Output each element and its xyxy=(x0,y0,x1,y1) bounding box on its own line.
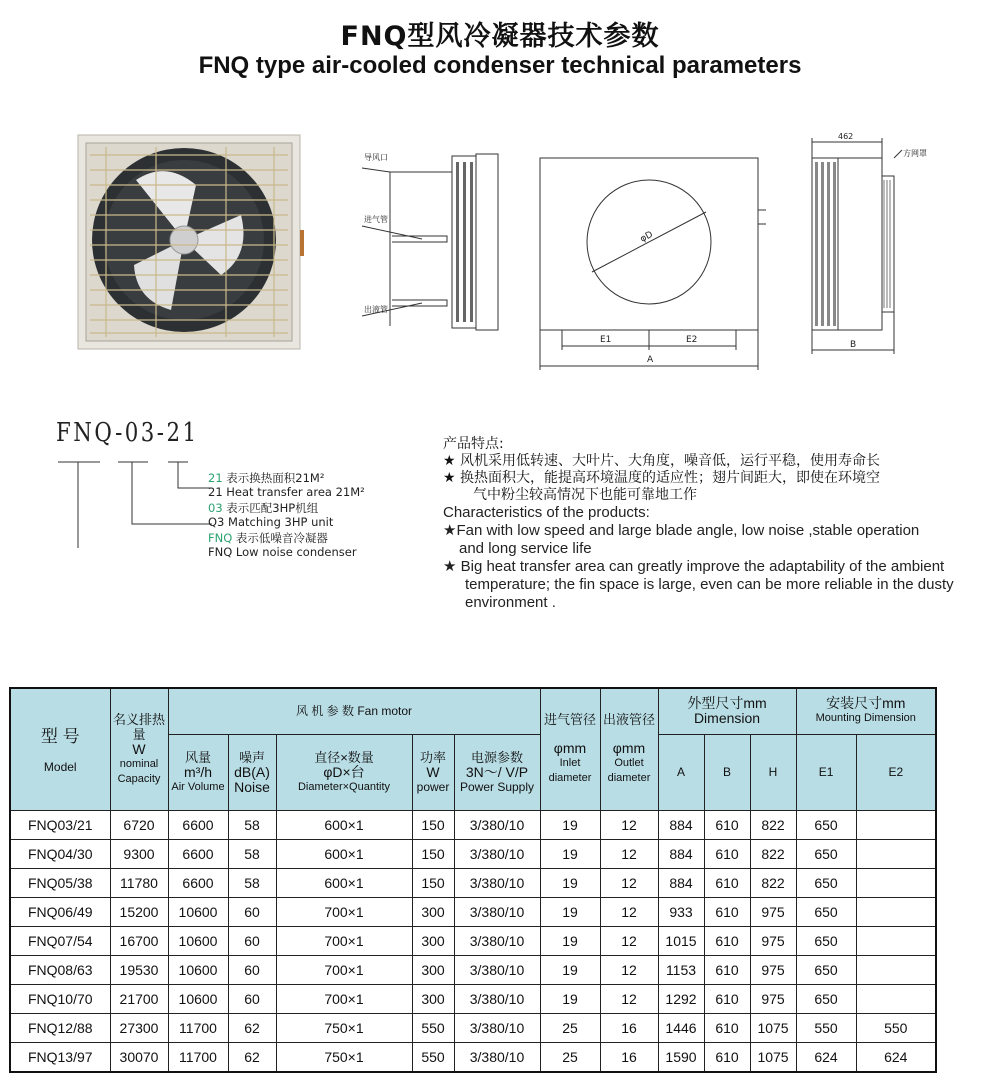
table-cell: 10600 xyxy=(168,897,228,926)
table-cell: 27300 xyxy=(110,1013,168,1042)
table-cell xyxy=(856,897,936,926)
table-cell: 150 xyxy=(412,839,454,868)
table-cell: FNQ06/49 xyxy=(10,897,110,926)
table-cell: FNQ10/70 xyxy=(10,984,110,1013)
table-cell xyxy=(856,984,936,1013)
table-cell: 60 xyxy=(228,897,276,926)
table-row xyxy=(10,810,936,839)
table-cell: 10600 xyxy=(168,926,228,955)
table-cell: 600×1 xyxy=(276,868,412,897)
header-inlet: 进气管径 φmm Inlet diameter xyxy=(540,688,600,810)
table-cell xyxy=(856,868,936,897)
label-b: B xyxy=(850,340,857,350)
table-cell: 12 xyxy=(600,955,658,984)
features-en-2b: temperature; the fin space is large, even can be more reliable in the dusty xyxy=(465,576,954,593)
header-noise: 噪声 dB(A) Noise xyxy=(228,734,276,810)
table-cell: 3/380/10 xyxy=(454,955,540,984)
table-cell: 10600 xyxy=(168,984,228,1013)
table-cell: 300 xyxy=(412,984,454,1013)
table-cell: 9300 xyxy=(110,839,168,868)
table-cell: 16 xyxy=(600,1013,658,1042)
table-cell: 25 xyxy=(540,1042,600,1072)
table-cell: 884 xyxy=(658,868,704,897)
label-air-outlet: 导风口 xyxy=(364,153,388,162)
table-cell: 975 xyxy=(750,926,796,955)
table-cell: 975 xyxy=(750,897,796,926)
header-mounting: 安装尺寸mm Mounting Dimension xyxy=(796,688,936,734)
table-cell xyxy=(856,810,936,839)
header-supply: 电源参数 3N～/ V/P Power Supply xyxy=(454,734,540,810)
table-cell: 25 xyxy=(540,1013,600,1042)
label-outlet-pipe: 出液管 xyxy=(364,305,388,314)
table-cell: 19 xyxy=(540,955,600,984)
label-e2: E2 xyxy=(686,335,698,345)
table-cell: 3/380/10 xyxy=(454,897,540,926)
table-row xyxy=(10,868,936,897)
table-cell: 6720 xyxy=(110,810,168,839)
table-cell: FNQ08/63 xyxy=(10,955,110,984)
table-cell: 610 xyxy=(704,1042,750,1072)
table-cell: 12 xyxy=(600,839,658,868)
table-cell: 12 xyxy=(600,984,658,1013)
table-cell: 11700 xyxy=(168,1042,228,1072)
condenser-photo xyxy=(76,125,304,357)
features-cn-2b: 气中粉尘较高情况下也能可靠地工作 xyxy=(473,487,697,503)
table-cell: 750×1 xyxy=(276,1042,412,1072)
code-line-21-cn: 21 表示换热面积21M² xyxy=(208,471,325,485)
table-cell: 58 xyxy=(228,839,276,868)
table-cell: 700×1 xyxy=(276,926,412,955)
table-cell: 1590 xyxy=(658,1042,704,1072)
table-cell: 19 xyxy=(540,984,600,1013)
table-cell: 58 xyxy=(228,810,276,839)
table-cell: 150 xyxy=(412,810,454,839)
header-b: B xyxy=(704,734,750,810)
table-cell: 822 xyxy=(750,810,796,839)
table-row xyxy=(10,955,936,984)
table-cell: 933 xyxy=(658,897,704,926)
table-cell: 700×1 xyxy=(276,984,412,1013)
code-line-21-en: 21 Heat transfer area 21M² xyxy=(208,485,365,499)
header-e2: E2 xyxy=(856,734,936,810)
table-cell: 610 xyxy=(704,1013,750,1042)
features-en-title: Characteristics of the products: xyxy=(443,504,650,521)
table-cell: 6600 xyxy=(168,868,228,897)
label-a: A xyxy=(647,355,654,365)
table-cell: 610 xyxy=(704,984,750,1013)
features-en-2: ★ Big heat transfer area can greatly improve the adaptability of the ambient xyxy=(443,558,945,575)
code-line-03-en: Q3 Matching 3HP unit xyxy=(208,515,334,529)
table-cell: 624 xyxy=(796,1042,856,1072)
table-cell: 650 xyxy=(796,810,856,839)
table-cell: 822 xyxy=(750,868,796,897)
table-cell: 150 xyxy=(412,868,454,897)
table-cell: 3/380/10 xyxy=(454,839,540,868)
table-cell: 700×1 xyxy=(276,897,412,926)
table-cell: 16 xyxy=(600,1042,658,1072)
table-cell: 6600 xyxy=(168,839,228,868)
table-cell: 15200 xyxy=(110,897,168,926)
table-cell: 884 xyxy=(658,839,704,868)
table-cell: 650 xyxy=(796,926,856,955)
table-cell: 300 xyxy=(412,955,454,984)
table-cell: FNQ04/30 xyxy=(10,839,110,868)
table-cell: 300 xyxy=(412,897,454,926)
table-cell: 19 xyxy=(540,839,600,868)
table-cell: 975 xyxy=(750,984,796,1013)
table-cell: FNQ13/97 xyxy=(10,1042,110,1072)
table-cell xyxy=(856,955,936,984)
header-air-volume: 风量 m³/h Air Volume xyxy=(168,734,228,810)
table-cell: 650 xyxy=(796,984,856,1013)
header-dimension: 外型尺寸mm Dimension xyxy=(658,688,796,734)
table-row xyxy=(10,897,936,926)
header-power: 功率 W power xyxy=(412,734,454,810)
table-cell: 884 xyxy=(658,810,704,839)
table-cell: 30070 xyxy=(110,1042,168,1072)
table-cell: 3/380/10 xyxy=(454,1013,540,1042)
features-cn-1: ★ 风机采用低转速、大叶片、大角度，噪音低，运行平稳，使用寿命长 xyxy=(443,453,880,469)
code-line-03-cn: 03 表示匹配3HP机组 xyxy=(208,501,319,515)
header-outlet: 出液管径 φmm Outlet diameter xyxy=(600,688,658,810)
table-cell: 650 xyxy=(796,839,856,868)
label-462: 462 xyxy=(838,132,854,141)
table-cell: 16700 xyxy=(110,926,168,955)
table-cell: 1075 xyxy=(750,1042,796,1072)
table-cell: 610 xyxy=(704,897,750,926)
table-cell: FNQ03/21 xyxy=(10,810,110,839)
table-cell: 1075 xyxy=(750,1013,796,1042)
table-cell: 3/380/10 xyxy=(454,984,540,1013)
table-cell: 650 xyxy=(796,955,856,984)
product-features xyxy=(443,436,993,612)
spec-table xyxy=(9,687,937,1073)
table-cell: 822 xyxy=(750,839,796,868)
table-cell: 19 xyxy=(540,810,600,839)
table-cell: 610 xyxy=(704,955,750,984)
table-cell: 610 xyxy=(704,839,750,868)
table-cell: 1015 xyxy=(658,926,704,955)
table-cell: 60 xyxy=(228,955,276,984)
table-cell xyxy=(856,926,936,955)
table-cell: 60 xyxy=(228,984,276,1013)
front-view-drawing xyxy=(530,150,785,375)
table-cell: 550 xyxy=(412,1042,454,1072)
side-profile-drawing xyxy=(352,140,502,365)
table-cell: 12 xyxy=(600,868,658,897)
table-row xyxy=(10,984,936,1013)
table-cell: 624 xyxy=(856,1042,936,1072)
table-cell: 3/380/10 xyxy=(454,1042,540,1072)
table-cell: 600×1 xyxy=(276,839,412,868)
side-view-drawing xyxy=(800,128,940,358)
model-code: FNQ-03-21 xyxy=(56,418,199,448)
table-cell: 19 xyxy=(540,926,600,955)
header-diameter: 直径×数量 φD×台 Diameter×Quantity xyxy=(276,734,412,810)
label-net-cover: 方网罩 xyxy=(903,149,927,158)
table-cell: 1446 xyxy=(658,1013,704,1042)
table-cell: 62 xyxy=(228,1042,276,1072)
header-e1: E1 xyxy=(796,734,856,810)
features-en-2c: environment . xyxy=(465,594,556,611)
table-cell xyxy=(856,839,936,868)
table-cell: 3/380/10 xyxy=(454,810,540,839)
model-code-leader-lines xyxy=(52,458,222,548)
table-cell: 550 xyxy=(796,1013,856,1042)
label-e1: E1 xyxy=(600,335,612,345)
table-cell: 12 xyxy=(600,810,658,839)
table-cell: 10600 xyxy=(168,955,228,984)
table-cell: 60 xyxy=(228,926,276,955)
table-cell: 750×1 xyxy=(276,1013,412,1042)
header-model: 型 号 Model xyxy=(10,688,110,810)
header-capacity: 名义排热量 W nominal Capacity xyxy=(110,688,168,810)
table-cell: 1292 xyxy=(658,984,704,1013)
table-cell: 19 xyxy=(540,868,600,897)
table-cell: 3/380/10 xyxy=(454,868,540,897)
features-en-1b: and long service life xyxy=(459,540,592,557)
table-cell: 300 xyxy=(412,926,454,955)
title-chinese: FNQ型风冷凝器技术参数 xyxy=(340,21,660,52)
table-cell: 21700 xyxy=(110,984,168,1013)
table-cell: 12 xyxy=(600,926,658,955)
label-diameter: φD xyxy=(638,229,655,245)
code-line-fnq-cn: FNQ 表示低噪音冷凝器 xyxy=(208,531,328,545)
table-cell: 11780 xyxy=(110,868,168,897)
table-cell: 975 xyxy=(750,955,796,984)
table-row xyxy=(10,1042,936,1072)
header-a: A xyxy=(658,734,704,810)
header-fan-motor: 风 机 参 数 Fan motor xyxy=(168,688,540,734)
spec-table-body xyxy=(10,810,936,1072)
table-cell: 600×1 xyxy=(276,810,412,839)
table-cell: 58 xyxy=(228,868,276,897)
model-code-legend xyxy=(52,418,432,568)
table-cell: FNQ05/38 xyxy=(10,868,110,897)
table-row xyxy=(10,1013,936,1042)
table-cell: 550 xyxy=(412,1013,454,1042)
table-cell: 610 xyxy=(704,810,750,839)
features-cn-title: 产品特点: xyxy=(443,436,504,452)
table-cell: 12 xyxy=(600,897,658,926)
table-cell: 6600 xyxy=(168,810,228,839)
table-cell: 62 xyxy=(228,1013,276,1042)
table-cell: 650 xyxy=(796,897,856,926)
table-cell: FNQ12/88 xyxy=(10,1013,110,1042)
table-row xyxy=(10,839,936,868)
table-cell: 610 xyxy=(704,868,750,897)
table-cell: 19 xyxy=(540,897,600,926)
header-h: H xyxy=(750,734,796,810)
table-cell: 3/380/10 xyxy=(454,926,540,955)
table-row xyxy=(10,926,936,955)
table-cell: 19530 xyxy=(110,955,168,984)
title-english: FNQ type air-cooled condenser technical parameters xyxy=(198,52,802,79)
table-cell: 700×1 xyxy=(276,955,412,984)
table-cell: 1153 xyxy=(658,955,704,984)
table-cell: 650 xyxy=(796,868,856,897)
table-cell: 550 xyxy=(856,1013,936,1042)
table-cell: 11700 xyxy=(168,1013,228,1042)
features-en-1: ★Fan with low speed and large blade angle, low noise ,stable operation xyxy=(443,522,920,539)
table-cell: 610 xyxy=(704,926,750,955)
code-line-fnq-en: FNQ Low noise condenser xyxy=(208,545,357,559)
table-cell: FNQ07/54 xyxy=(10,926,110,955)
label-inlet-pipe: 进气管 xyxy=(364,215,388,224)
features-cn-2: ★ 换热面积大，能提高环境温度的适应性；翅片间距大，即使在环境空 xyxy=(443,470,880,486)
